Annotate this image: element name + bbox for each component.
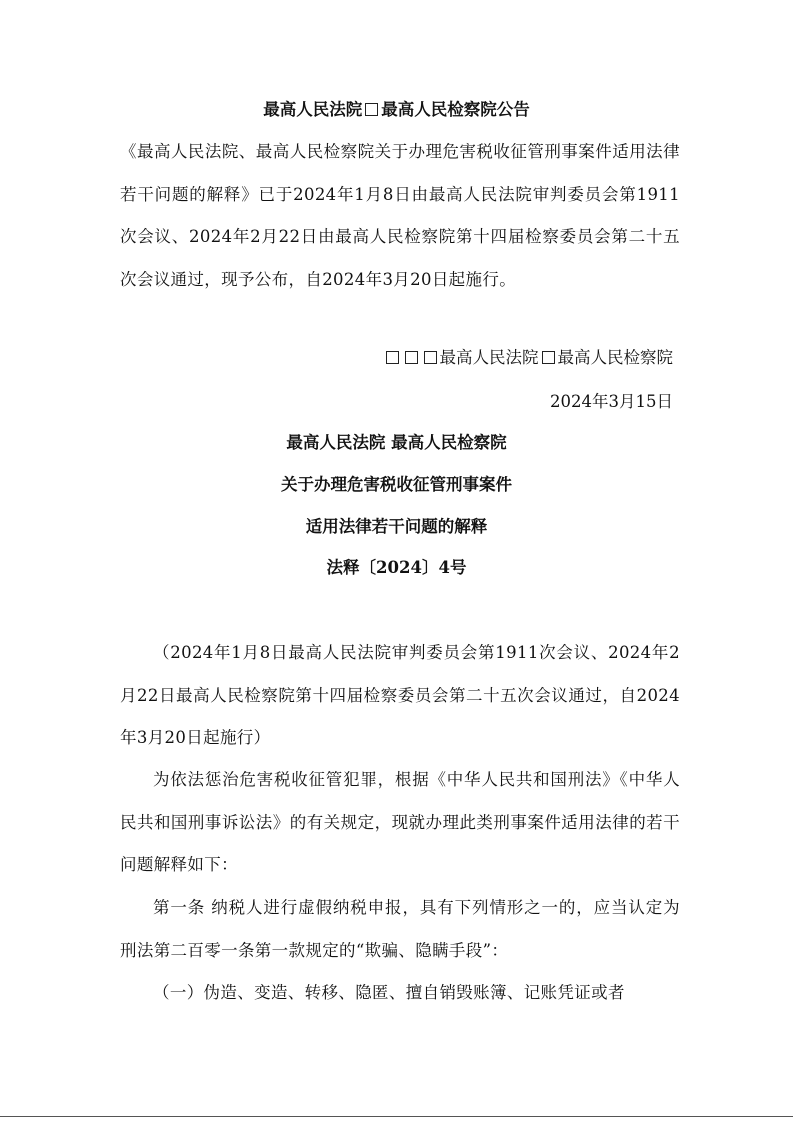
missing-glyph-box	[405, 351, 418, 364]
interpretation-heading-line1: 最高人民法院 最高人民检察院	[286, 433, 507, 452]
announcement-date: 2024年3月15日	[550, 392, 673, 411]
announcement-signature	[383, 347, 674, 369]
adoption-note: （2024年1月8日最高人民法院审判委员会第1911次会议、2024年2月22日最高人民检察院第十四届检察委员会第二十五次会议通过，自2024年3月20日起施行）	[120, 643, 680, 747]
announcement-title-part1: 最高人民法院	[263, 100, 363, 119]
missing-glyph-box	[542, 351, 555, 364]
announcement-title-part2: 最高人民检察院公告	[381, 100, 530, 119]
page-bottom-rule	[0, 1116, 793, 1117]
announcement-title	[120, 99, 673, 121]
interpretation-heading-line3: 适用法律若干问题的解释	[305, 517, 488, 536]
announcement-body: 《最高人民法院、最高人民检察院关于办理危害税收征管刑事案件适用法律若干问题的解释》已于2024年1月8日由最高人民法院审判委员会第1911次会议、2024年2月22日由最高人民检察院第十四届检察委员会第二十五次会议通过，现予公布，自2024年3月20日起施行。	[120, 142, 680, 289]
missing-glyph-box	[424, 351, 437, 364]
article-1-item-1: （一）伪造、变造、转移、隐匿、擅自销毁账簿、记账凭证或者	[153, 983, 625, 1002]
preamble-paragraph: 为依法惩治危害税收征管犯罪，根据《中华人民共和国刑法》《中华人民共和国刑事诉讼法》的有关规定，现就办理此类刑事案件适用法律的若干问题解释如下：	[120, 770, 680, 874]
signature-court: 最高人民法院	[439, 348, 539, 367]
document-number: 法释〔2024〕4号	[326, 558, 467, 577]
article-1-paragraph: 第一条 纳税人进行虚假纳税申报，具有下列情形之一的，应当认定为刑法第二百零一条第一款规定的“欺骗、隐瞒手段”：	[120, 898, 680, 960]
interpretation-heading-line2: 关于办理危害税收征管刑事案件	[281, 475, 512, 494]
signature-procuratorate: 最高人民检察院	[557, 348, 673, 367]
missing-glyph-box	[365, 103, 378, 116]
missing-glyph-box	[386, 351, 399, 364]
